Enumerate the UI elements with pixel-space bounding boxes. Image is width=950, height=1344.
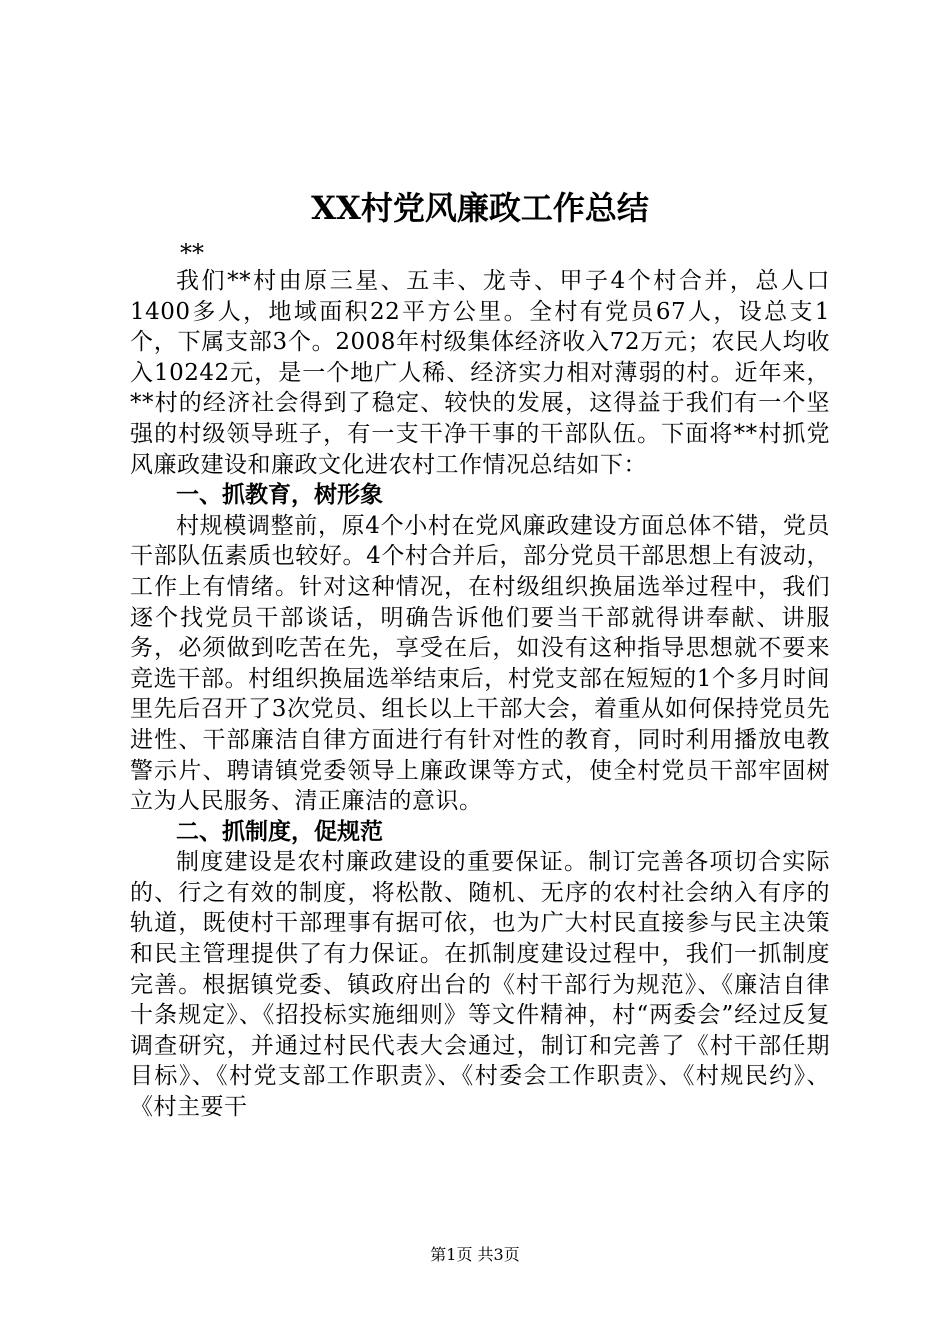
- document-page: [130, 0, 830, 1344]
- section-heading-2: 二、抓制度，促规范: [176, 817, 383, 845]
- section-paragraph-2: 制度建设是农村廉政建设的重要保证。制订完善各项切合实际的、行之有效的制度，将松散、随机、无序的农村社会纳入有序的轨道，既使村干部理事有据可依，也为广大村民直接参与民主决策和民主管理提供了有力保证。在抓制度建设过程中，我们一抓制度完善。根据镇党委、镇政府出台的《村干部行为规范》、《廉洁自律十条规定》、《招投标实施细则》等文件精神，村“两委会”经过反复调查研究，并通过村民代表大会通过，制订和完善了《村干部任期目标》、《村党支部工作职责》、《村委会工作职责》、《村规民约》、《村主要干: [130, 849, 830, 1121]
- intro-paragraph: 我们**村由原三星、五丰、龙寺、甲子4个村合并，总人口1400多人，地域面积22平方公里。全村有党员67人，设总支1个，下属支部3个。2008年村级集体经济收入72万元；农民人均收入10242元，是一个地广人稀、经济实力相对薄弱的村。近年来，**村的经济社会得到了稳定、较快的发展，这得益于我们有一个坚强的村级领导班子，有一支干净干事的干部队伍。下面将**村抓党风廉政建设和廉政文化进农村工作情况总结如下：: [130, 268, 830, 478]
- document-title: XX村党风廉政工作总结: [311, 189, 649, 227]
- document-body: [130, 266, 830, 1123]
- section-heading-1: 一、抓教育，树形象: [176, 481, 383, 509]
- author-line: **: [180, 239, 204, 267]
- page-footer: 第1页 共3页: [430, 1245, 520, 1264]
- section-paragraph-1: 村规模调整前，原4个小村在党风廉政建设方面总体不错，党员干部队伍素质也较好。4个村合并后，部分党员干部思想上有波动，工作上有情绪。针对这种情况，在村级组织换届选举过程中，我们逐个找党员干部谈话，明确告诉他们要当干部就得讲奉献、讲服务，必须做到吃苦在先，享受在后，如没有这种指导思想就不要来竞选干部。村组织换届选举结束后，村党支部在短短的1个多月时间里先后召开了3次党员、组长以上干部大会，着重从如何保持党员先进性、干部廉洁自律方面进行有针对性的教育，同时利用播放电教警示片、聘请镇党委领导上廉政课等方式，使全村党员干部牢固树立为人民服务、清正廉洁的意识。: [130, 512, 830, 815]
